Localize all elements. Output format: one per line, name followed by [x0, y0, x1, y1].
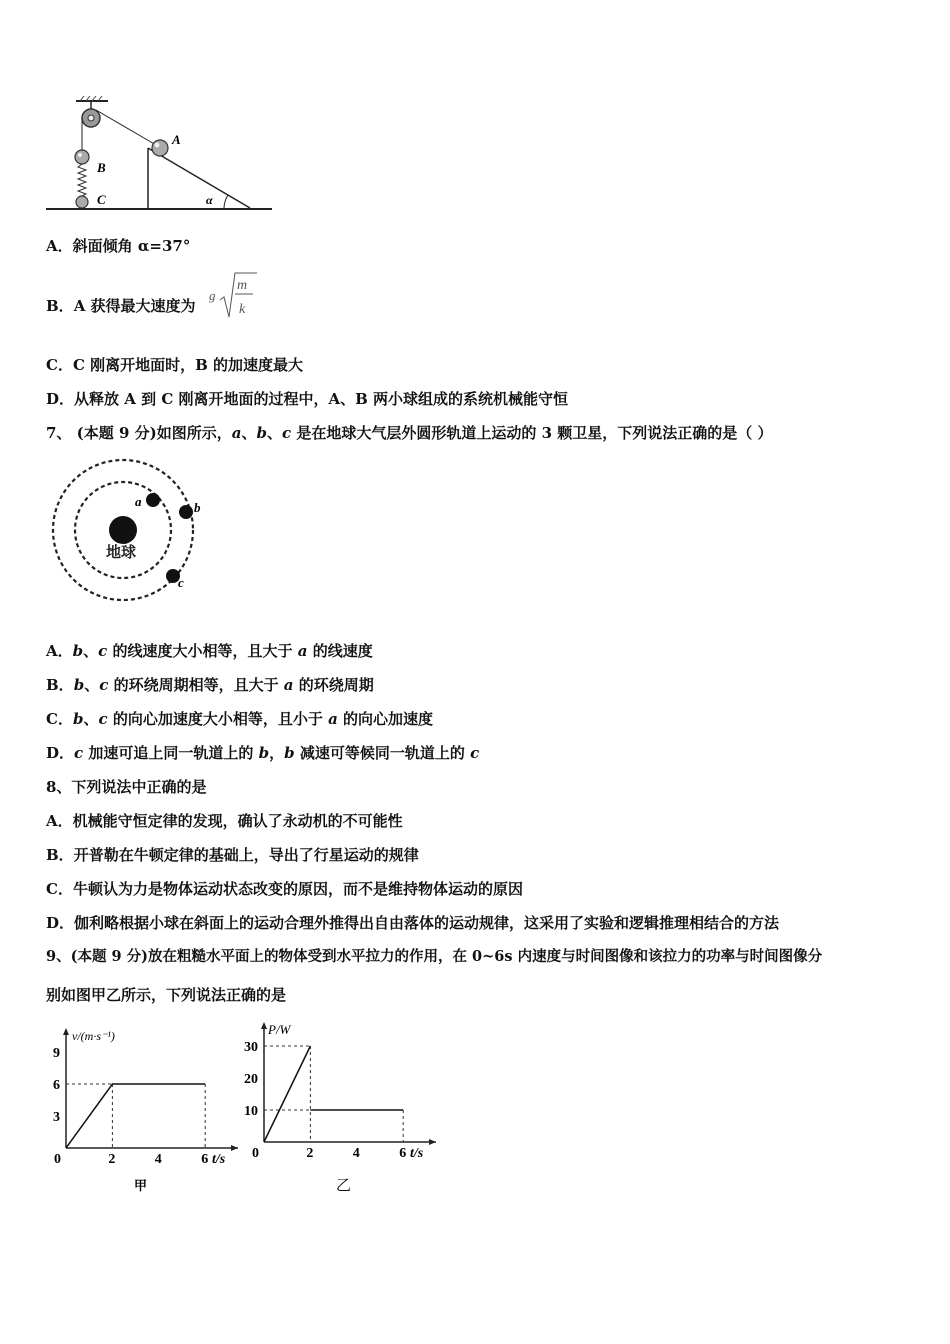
- v-x-axis-label: t/s: [212, 1152, 226, 1167]
- satellite-orbits-figure: [44, 452, 214, 610]
- p-xtick-6: 6: [399, 1146, 407, 1161]
- power-time-chart: [244, 1018, 444, 1196]
- q7-option-a: A．b、c 的线速度大小相等，且大于 a 的线速度: [46, 642, 373, 660]
- label-alpha: α: [206, 193, 213, 207]
- v-ytick-6: 6: [53, 1078, 60, 1093]
- satellite-b-label: b: [194, 500, 201, 515]
- q8-option-a: A．机械能守恒定律的发现，确认了永动机的不可能性: [46, 812, 403, 830]
- v-axes: [63, 1028, 238, 1151]
- p-x-axis-label: t/s: [410, 1146, 424, 1161]
- q6-option-a: A．斜面倾角 α=37°: [46, 237, 191, 255]
- satellite-b: [179, 505, 193, 519]
- earth: [109, 516, 137, 544]
- label-c: C: [97, 192, 106, 207]
- v-xtick-0: 0: [54, 1152, 61, 1167]
- satellite-a-label: a: [135, 494, 142, 509]
- q6-option-c: C．C 刚离开地面时，B 的加速度最大: [46, 356, 304, 374]
- v-series-line: [66, 1084, 205, 1148]
- incline-pulley-figure: [44, 96, 276, 220]
- q8-stem: 8、下列说法中正确的是: [46, 778, 207, 796]
- q9-stem-line1: 9、(本题 9 分)放在粗糙水平面上的物体受到水平拉力的作用，在 0~6s 内速度与时间图像和该拉力的功率与时间图像分: [46, 948, 823, 965]
- q8-option-d: D．伽利略根据小球在斜面上的运动合理外推得出自由落体的运动规律，这采用了实验和逻辑推理相结合的方法: [46, 914, 780, 932]
- q7-option-c: C．b、c 的向心加速度大小相等，且小于 a 的向心加速度: [46, 710, 434, 728]
- p-ytick-30: 30: [244, 1040, 258, 1055]
- q8-option-c: C．牛顿认为力是物体运动状态改变的原因，而不是维持物体运动的原因: [46, 880, 523, 898]
- p-xtick-4: 4: [352, 1146, 360, 1161]
- svg-text:k: k: [239, 302, 246, 317]
- p-ytick-20: 20: [244, 1072, 258, 1087]
- satellite-a: [146, 493, 160, 507]
- q8-option-b: B．开普勒在牛顿定律的基础上，导出了行星运动的规律: [46, 846, 419, 864]
- svg-text:g: g: [209, 288, 216, 303]
- velocity-time-chart: [46, 1024, 246, 1196]
- v-caption: 甲: [134, 1179, 148, 1194]
- svg-text:m: m: [237, 278, 248, 293]
- v-xtick-6: 6: [201, 1152, 209, 1167]
- p-caption: 乙: [336, 1176, 352, 1194]
- satellite-c-label: c: [178, 575, 184, 590]
- formula-g-sqrt-m-over-k: [208, 270, 258, 322]
- q6-option-d: D．从释放 A 到 C 刚离开地面的过程中，A、B 两小球组成的系统机械能守恒: [46, 390, 569, 408]
- p-xtick-0: 0: [252, 1146, 259, 1161]
- q7-option-b: B．b、c 的环绕周期相等，且大于 a 的环绕周期: [46, 676, 374, 694]
- p-axes: [261, 1022, 436, 1145]
- q7-stem: 7、 (本题 9 分)如图所示，a、b、c 是在地球大气层外圆形轨道上运动的 3 颗卫星，下列说法正确的是（ ）: [46, 424, 773, 442]
- label-b: B: [97, 160, 106, 175]
- v-xtick-4: 4: [154, 1152, 162, 1167]
- p-xtick-2: 2: [306, 1146, 314, 1161]
- p-series-ramp: [264, 1046, 310, 1142]
- q7-option-d: D．c 加速可追上同一轨道上的 b，b 减速可等候同一轨道上的 c: [46, 744, 480, 762]
- earth-label: 地球: [106, 543, 137, 561]
- v-xtick-2: 2: [108, 1152, 116, 1167]
- p-axis-label: P/W: [268, 1022, 291, 1037]
- p-ytick-10: 10: [244, 1104, 258, 1119]
- v-axis-label: v/(m·s⁻¹): [72, 1029, 115, 1043]
- v-ytick-3: 3: [53, 1110, 60, 1125]
- label-a: A: [172, 132, 181, 147]
- q9-stem-line2: 别如图甲乙所示，下列说法正确的是: [46, 986, 287, 1004]
- v-ytick-9: 9: [53, 1046, 60, 1061]
- q6-option-b: B．A 获得最大速度为: [46, 297, 196, 315]
